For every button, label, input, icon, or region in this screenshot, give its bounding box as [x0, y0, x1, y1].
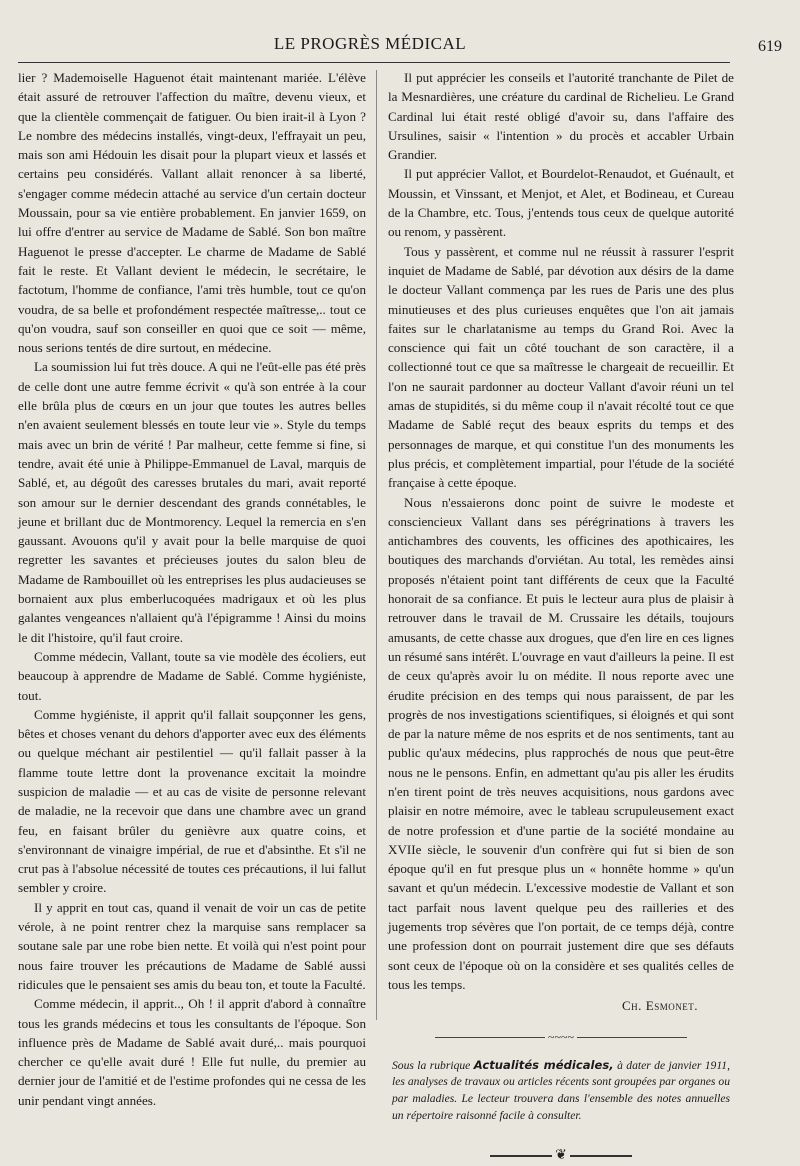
section-ornament — [388, 1028, 734, 1047]
notice-text: à dater de janvier 1911, les analyses de travaux ou articles récents sont groupées par organes ou par maladies. Le lecteur trouvera dans l'ensemble des notes annuelles un répertoire raisonné facile à consulter. — [392, 1058, 730, 1122]
column-divider — [376, 70, 377, 1020]
header-rule — [18, 62, 730, 63]
right-column — [388, 68, 734, 1166]
paragraph: Il put apprécier Vallot, et Bourdelot-Renaudot, et Guénault, et Moussin, et Vinssant, et Menjot, et Alet, et Bodineau, et Cureau de la Chambre, etc. Tous, j'entends tous ceux de quelque autorité ou renom, y passèrent. — [388, 166, 734, 240]
ornament-line — [435, 1037, 545, 1038]
paragraph: Nous n'essaierons donc point de suivre le modeste et consciencieux Vallant dans ses pérégrinations à travers les antichambres des couvents, les officines des apothicaires, les boutiques des marchands d'orviétan. Au total, les remèdes ainsi proposés n'étaient point tant différents de ceux que la Faculté honorait de sa confiance. Et puis le lecteur aura plus de plaisir à retrouver dans le travail de M. Crussaire les détails, toujours amusants, de cette chasse aux drogues, que d'en lire en ces lignes un résumé sans intérêt. L'ouvrage en vaut d'ailleurs la peine. Il est de ceux qu'après avoir lu on médite. Il nous reporte avec une érudite précision en des temps qui nous paraissent, de par les progrès de nos investigations scientifiques, si éloignés et qui sont de par la nature même de nos esprits et de nos sentiments, tant au public qu'aux médecins, plus rapprochés de nous que peut-être nous ne le pensons. Enfin, en admettant qu'au pis aller les érudits n'en tirent point de très neuves acquisitions, nous gardons avec plaisir en notre mémoire, avec le tableau scrupuleusement exact de notre profession et d'une partie de la société mondaine au XVIIe siècle, le souvenir d'un confrère qui fut si bien de son époque qu'il en fut presque plus un « honnête homme » qu'un savant et qu'un médecin. L'excessive modestie de Vallant et son tact parfait nous lavent quelque peu des railleries et des jugements trop sévères que l'on portait, de ce temps déjà, contre une profession dont on pourrait justement dire que ses défauts sont ceux de l'époque où on la considère et ses qualités celles de tous les temps. — [388, 494, 734, 992]
page-header — [20, 24, 782, 58]
author-signature: Ch. Esmonet. — [621, 998, 698, 1014]
left-column — [18, 68, 366, 1110]
end-ornament — [388, 1146, 734, 1165]
ornament-line — [570, 1155, 632, 1157]
ornament-glyph: ~~~~ — [548, 1029, 574, 1044]
paragraph: Tous y passèrent, et comme nul ne réussit à rassurer l'esprit inquiet de Madame de Sablé, par dévotion aux désirs de la dame le docteur Vallant commença par les rues de Paris une des plus minutieuses et des plus curieuses enquêtes que l'on ait jamais faites sur le charlatanisme au temps du Grand Roi. Avec la conscience qui fait un côté touchant de son caractère, il a collectionné tout ce que sa maîtresse le chargeait de recueillir. Et l'on ne saurait pardonner au docteur Vallant d'avoir réuni un tel amas de stupidités, si du même coup il n'avait récolté tout ce que Madame de Sablé reçut des beaux esprits du temps et des personnages de marque, et qui constitue l'un des monuments les plus précis, et complètement impartial, pour l'étude de la société française à cette époque. — [388, 243, 734, 491]
paragraph: Il put apprécier les conseils et l'autorité tranchante de Pilet de la Mesnardières, une créature du cardinal de Richelieu. Le Grand Cardinal lui était resté obligé d'avoir su, dans l'affaire des Ursulines, saisir « l'intention » du procès et accabler Urbain Grandier. — [388, 70, 734, 163]
paragraph: Comme médecin, Vallant, toute sa vie modèle des écoliers, eut beaucoup à apprendre de Madame de Sablé. Comme hygiéniste, tout. — [18, 648, 366, 703]
ornament-line — [577, 1037, 687, 1038]
paragraph: lier ? Mademoiselle Haguenot était maintenant mariée. L'élève était assuré de retrouver l'affection du maître, devenu vieux, et que la clientèle commençait de fatiguer. Ou bien irait-il à Lyon ? Le nombre des médecins installés, vingt-deux, l'effrayait un peu, mais son ami Hédouin les disait pour la plupart vieux et lassés et certains peu considérés. Vallant allait renoncer à sa liberté, s'engager comme médecin attaché au service d'un certain docteur Moussain, pour sa vie entière probablement. En janvier 1659, on lui offre d'entrer au service de Madame de Sablé. Son bon maître Haguenot le presse d'accepter. Le charme de Madame de Sablé fait le reste. Et Vallant devient le médecin, le secrétaire, le factotum, l'homme de confiance, l'ami très humble, tout ce qu'on voudra, de sa belle et profondément respectée maîtresse,.. tout ce qu'on voudra, sauf son conseiller en quoi que ce soit — même, nous serions tentés de dire surtout, en médecine. — [18, 70, 366, 356]
page-number: 619 — [758, 38, 782, 55]
notice-prefix: Sous la rubrique — [392, 1058, 474, 1072]
editorial-notice — [388, 1057, 734, 1124]
paragraph: Comme hygiéniste, il apprit qu'il fallait soupçonner les gens, bêtes et choses venant du dehors d'apporter avec eux des éléments ou quelque méchant air pestilentiel — qu'il fallait passer à la flamme toute lettre dont la provenance excitait la moindre suspicion de maladie — et au cas de visite de personne relevant de maladie, ne la recevoir que dans une chambre avec un grand feu, en faisant brûler du genièvre aux quatre coins, et s'environnant de vinaigre impérial, de rue et d'absinthe. Et s'il ne crut pas à l'absolue nécessité de toutes ces précautions, il lui fallut sembler y croire. — [18, 706, 366, 896]
ornament-line — [490, 1155, 552, 1157]
notice-rubric: Actualités médicales, — [473, 1057, 614, 1072]
paragraph: Comme médecin, il apprit.., Oh ! il apprit d'abord à connaître tous les grands médecins et tous les consultants de l'époque. Son influence près de Madame de Sablé avait duré,.. mais pourquoi chercher ce qu'elle avait duré ! Elle fut nulle, du premier au dernier jour de l'amitié et de l'estime profondes qui ne cessa de les unir pendant vingt années. — [18, 996, 366, 1108]
paragraph: Il y apprit en tout cas, quand il venait de voir un cas de petite vérole, à ne point rentrer chez la marquise sans remplacer sa soutane sale par une robe bien nette. Et voilà qui n'est point pour nous faire trouver les précautions de Madame de Sablé aussi ridicules que le pensaient ses amis du beau ton, et toute la Faculté. — [18, 899, 366, 992]
fleuron-icon: ❦ — [555, 1148, 567, 1164]
paragraph: La soumission lui fut très douce. A qui ne l'eût-elle pas été près de celle dont une autre femme écrivit « qu'à son entrée à la cour elle brûla plus de cœurs en un jour que toutes les autres belles n'en avaient seulement blessés en toute leur vie ». Style du temps mais avec un brin de vérité ! Par malheur, cette femme si fine, si tendre, avait été unie à Philippe-Emmanuel de Laval, marquis de Sablé, et, au dégoût des caresses brutales du mari, avait reporté son amour sur le dernier descendant des grands connétables, le jeune et brillant duc de Montmorency. Lequel la remercia en s'en gaussant. Avouons qu'il y avait pour la belle marquise de quoi regretter les savantes et précieuses joutes du salon bleu de Madame de Rambouillet où les entreprises les plus audacieuses se bornaient aux plus emberlucoquées madrigaux et où les plus galantes vengeances n'allaient qu'à l'épigramme ! Ainsi du moins le dit l'histoire, qu'il faut croire. — [18, 359, 366, 645]
journal-title: LE PROGRÈS MÉDICAL — [273, 34, 467, 53]
